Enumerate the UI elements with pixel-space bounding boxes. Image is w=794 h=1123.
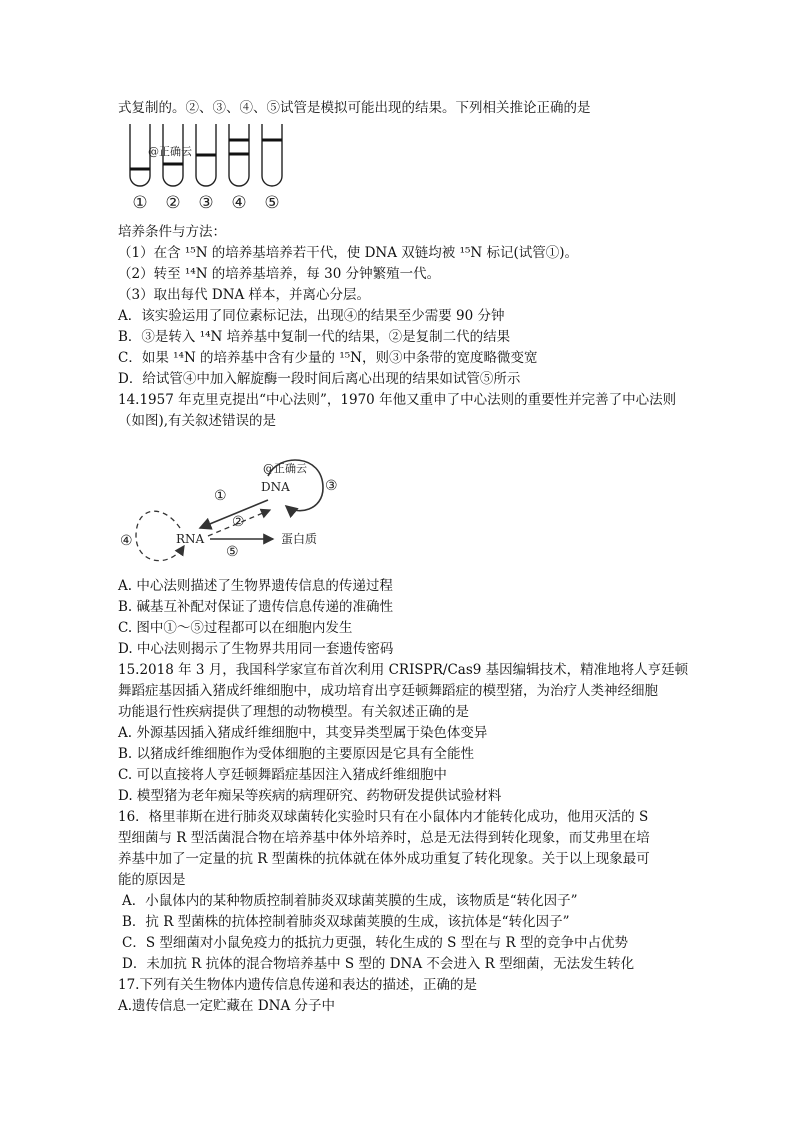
tube-label-1: ① — [132, 193, 148, 213]
q16-stem-line: 型细菌与 R 型活菌混合物在培养基中体外培养时，总是无法得到转化现象，而艾弗里在培 — [118, 830, 650, 846]
rna-label: RNA — [176, 532, 205, 546]
dna-label: DNA — [261, 480, 290, 494]
process-label-3: ③ — [325, 478, 338, 494]
q16-stem-line: 养基中加了一定量的抗 R 型菌株的抗体就在体外成功重复了转化现象。关于以上现象最可 — [118, 851, 650, 867]
q14-option-b: B. 碱基互补配对保证了遗传信息传递的准确性 — [118, 599, 394, 615]
q15-option-d: D. 模型猪为老年痴呆等疾病的病理研究、药物研发提供试验材料 — [118, 788, 502, 804]
q15-stem-line: 功能退行性疾病提供了理想的动物模型。有关叙述正确的是 — [118, 704, 469, 720]
q13-option-a: A．该实验运用了同位素标记法，出现④的结果至少需要 90 分钟 — [118, 308, 505, 324]
tube-1 — [130, 124, 150, 186]
q17-option-a: A.遗传信息一定贮藏在 DNA 分子中 — [118, 998, 336, 1014]
q14-option-d: D. 中心法则揭示了生物界共用同一套遗传密码 — [118, 641, 394, 657]
q13-text-line: （2）转至 ¹⁴N 的培养基培养，每 30 分钟繁殖一代。 — [118, 266, 441, 282]
q14-option-c: C. 图中①～⑤过程都可以在细胞内发生 — [118, 620, 353, 636]
q13-option-d: D．给试管④中加入解旋酶一段时间后离心出现的结果如试管⑤所示 — [118, 371, 521, 387]
q13-option-b: B．③是转入 ¹⁴N 培养基中复制一代的结果，②是复制二代的结果 — [118, 329, 511, 345]
tube-label-2: ② — [165, 193, 181, 213]
q14-stem-line: 14.1957 年克里克提出“中心法则”，1970 年他又重申了中心法则的重要性并完善了中心法则 — [118, 392, 677, 408]
tube-label-5: ⑤ — [264, 193, 280, 213]
q15-option-b: B. 以猪成纤维细胞作为受体细胞的主要原因是它具有全能性 — [118, 746, 475, 762]
dogma-watermark: @正确云 — [263, 462, 307, 475]
process-label-4: ④ — [120, 533, 133, 549]
q17-stem-line: 17.下列有关生物体内遗传信息传递和表达的描述，正确的是 — [118, 977, 477, 993]
tube-label-3: ③ — [198, 193, 214, 213]
centrifuge-tubes-figure — [118, 120, 298, 215]
q14-option-a: A. 中心法则描述了生物界遗传信息的传递过程 — [118, 578, 393, 594]
q16-option-a: A．小鼠体内的某种物质控制着肺炎双球菌荚膜的生成，该物质是“转化因子” — [122, 893, 578, 909]
central-dogma-diagram — [118, 448, 358, 573]
process-label-1: ① — [214, 488, 227, 504]
q13-text-line: （3）取出每代 DNA 样本，并离心分层。 — [118, 287, 371, 303]
q15-option-c: C. 可以直接将人亨廷顿舞蹈症基因注入猪成纤维细胞中 — [118, 767, 447, 783]
protein-label: 蛋白质 — [281, 532, 318, 546]
tube-5 — [262, 124, 282, 186]
q13-text-line: 培养条件与方法： — [118, 224, 226, 240]
q16-option-c: C．S 型细菌对小鼠免疫力的抵抗力更强，转化生成的 S 型在与 R 型的竞争中占优势 — [122, 935, 628, 951]
q14-stem-line: （如图),有关叙述错误的是 — [118, 413, 277, 429]
q16-option-b: B．抗 R 型菌株的抗体控制着肺炎双球菌荚膜的生成，该抗体是“转化因子” — [122, 914, 570, 930]
q15-stem-line: 舞蹈症基因插入猪成纤维细胞中，成功培育出亨廷顿舞蹈症的模型猪，为治疗人类神经细胞 — [118, 683, 658, 699]
process-label-5: ⑤ — [226, 544, 239, 560]
q15-stem-line: 15.2018 年 3 月，我国科学家宣布首次利用 CRISPR/Cas9 基因编辑技术，精准地将人亨廷顿 — [118, 662, 689, 678]
q16-stem-line: 能的原因是 — [118, 872, 186, 888]
q13-stem-line: 式复制的。②、③、④、⑤试管是模拟可能出现的结果。下列相关推论正确的是 — [118, 100, 591, 116]
q16-option-d: D．未加抗 R 抗体的混合物培养基中 S 型的 DNA 不会进入 R 型细菌，无法发生转化 — [122, 956, 635, 972]
tube-label-4: ④ — [231, 193, 247, 213]
q13-text-line: （1）在含 ¹⁵N 的培养基培养若干代，使 DNA 双链均被 ¹⁵N 标记(试管①)。 — [118, 245, 579, 261]
q15-option-a: A. 外源基因插入猪成纤维细胞中，其变异类型属于染色体变异 — [118, 725, 488, 741]
q13-option-c: C．如果 ¹⁴N 的培养基中含有少量的 ¹⁵N，则③中条带的宽度略微变宽 — [118, 350, 538, 366]
process-label-2: ② — [232, 514, 245, 530]
tubes-watermark: @正确云 — [148, 145, 192, 158]
q16-stem-line: 16．格里菲斯在进行肺炎双球菌转化实验时只有在小鼠体内才能转化成功，他用灭活的 S — [118, 809, 649, 825]
